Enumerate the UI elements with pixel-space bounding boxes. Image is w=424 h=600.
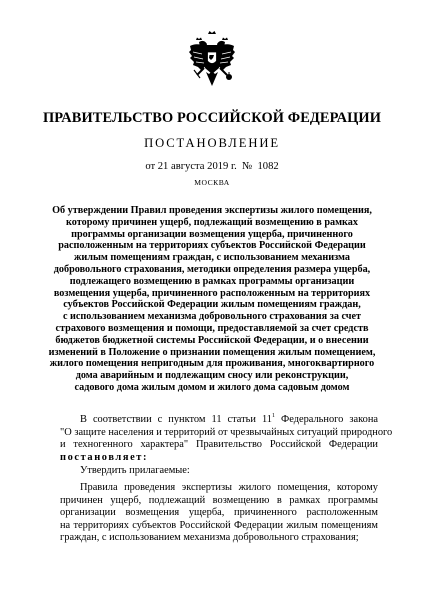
article-superscript: 1 — [272, 412, 275, 419]
document-heading — [40, 205, 384, 394]
rules-line: на территориях субъектов Российской Федерации жилым помещениям — [60, 519, 378, 531]
preamble-line — [60, 414, 378, 427]
heading-line: дома аварийным и подлежащим сносу или реконструкции, — [75, 370, 349, 382]
approve-paragraph — [60, 465, 378, 478]
heading-line: садового дома жилым домом и жилого дома садовым домом — [74, 381, 350, 393]
resolves-word: постановляет: — [60, 451, 149, 463]
heading-line: жилого помещения непригодным для проживания, многоквартирного — [49, 358, 375, 370]
document-type: ПОСТАНОВЛЕНИЕ — [144, 136, 280, 150]
heading-line: жилым помещениям граждан, с использованием механизма — [73, 252, 351, 264]
preamble-line: "О защите населения и территорий от чрезвычайных ситуаций природного — [60, 426, 393, 438]
heading-line: субъектов Российской Федерации жилым помещениям граждан, — [63, 299, 361, 311]
russian-coat-of-arms-icon — [187, 30, 237, 88]
preamble-line: и техногенного характера" Правительство Российской Федерации — [60, 439, 378, 451]
heading-line: бюджетов бюджетной системы Российской Федерации, и о внесении — [55, 334, 369, 346]
heading-line: страхового возмещения и помощи, предоставляемой за счет средств — [55, 322, 369, 334]
government-title: ПРАВИТЕЛЬСТВО РОССИЙСКОЙ ФЕДЕРАЦИИ — [42, 110, 382, 126]
heading-line: программы организации возмещения ущерба, причиненного — [71, 228, 353, 240]
heading-line: которому причинен ущерб, подлежащий возмещению в рамках — [66, 216, 358, 228]
heading-line: изменений в Положение о признании помещения жилым помещением, — [48, 346, 376, 358]
preamble-text: Федерального закона — [275, 414, 378, 425]
heading-line: возмещения ущерба, причиненного расположенным на территориях — [53, 287, 371, 299]
heading-line: подлежащего возмещению в рамках программы организации — [69, 275, 355, 287]
heading-line: с использованием механизма добровольного страхования за счет — [62, 311, 362, 323]
preamble-paragraph — [60, 412, 393, 464]
heading-line: Об утверждении Правил проведения экспертизы жилого помещения, — [52, 205, 372, 216]
rules-line: Правила проведения экспертизы жилого помещения, которому — [80, 482, 378, 493]
document-city: МОСКВА — [194, 178, 230, 187]
document-date-number: от 21 августа 2019 г. № 1082 — [145, 161, 279, 172]
rules-paragraph — [60, 482, 378, 545]
approve-line: Утвердить прилагаемые: — [80, 465, 190, 476]
rules-line: граждан, с использованием механизма добровольного страхования; — [60, 532, 359, 544]
heading-line: добровольного страхования, методики определения размера ущерба, — [53, 263, 371, 275]
heading-line: расположенным на территориях субъектов Российской Федерации — [58, 240, 366, 252]
rules-line: причинен ущерб, подлежащий возмещению в рамках программы — [60, 494, 378, 506]
rules-line: организации возмещения ущерба, причиненного расположенным — [60, 507, 378, 519]
preamble-text: В соответствии с пунктом 11 статьи 11 — [80, 414, 272, 425]
